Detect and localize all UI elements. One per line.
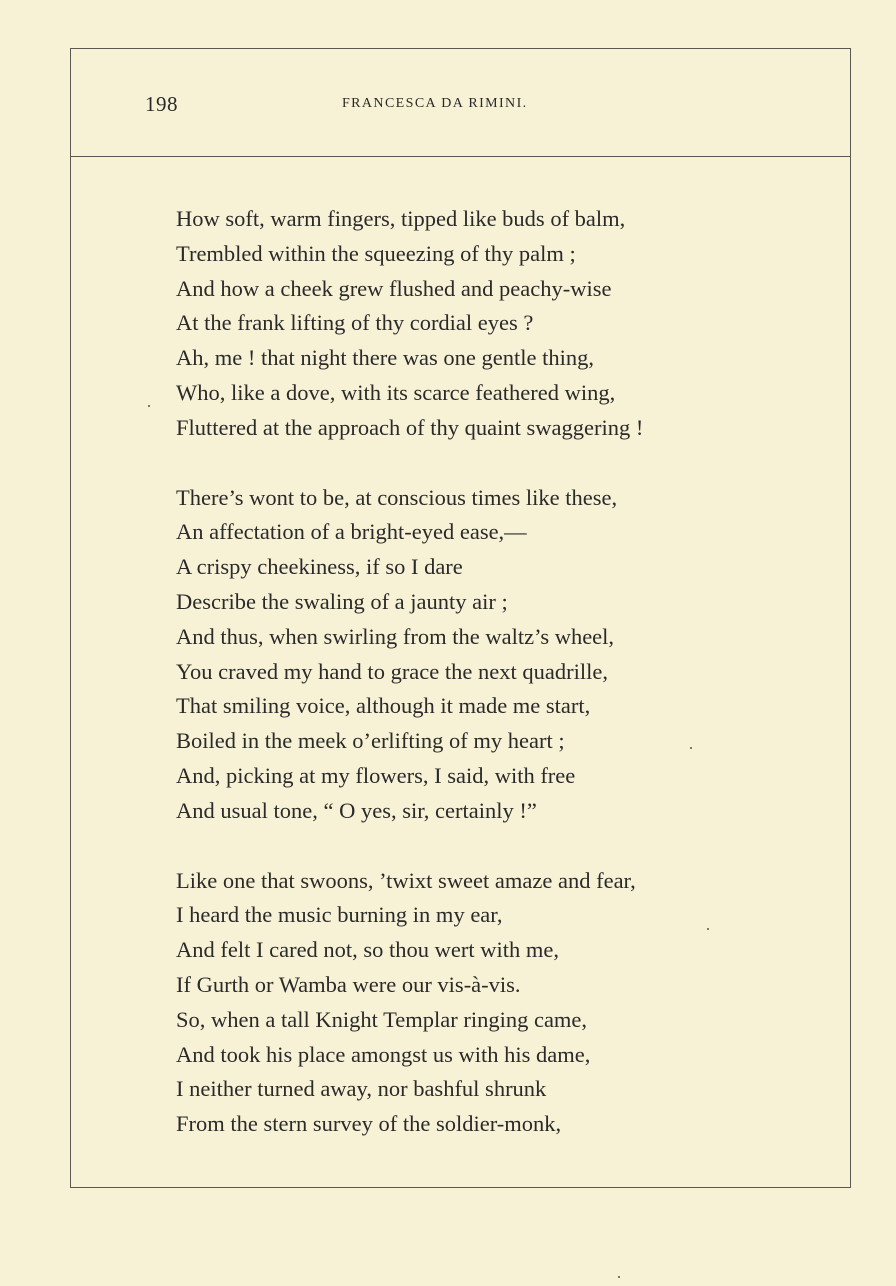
stanza-2 [176, 481, 816, 829]
poem-line: Like one that swoons, ’twixt sweet amaze and fear, [176, 867, 636, 893]
poem-line: Fluttered at the approach of thy quaint swaggering ! [176, 414, 644, 440]
poem-line: That smiling voice, although it made me start, [176, 693, 591, 719]
poem-line: You craved my hand to grace the next quadrille, [176, 658, 608, 684]
poem-line: Boiled in the meek o’erlifting of my heart ; [176, 728, 565, 754]
stanza-3 [176, 864, 816, 1142]
poem-line: An affectation of a bright-eyed ease,— [176, 519, 527, 545]
stanza-1 [176, 202, 816, 446]
poem-line: Trembled within the squeezing of thy palm ; [176, 240, 576, 266]
header-rule [70, 156, 851, 157]
poem-body [176, 202, 816, 1177]
running-title: FRANCESCA DA RIMINI. [342, 96, 528, 111]
print-speck [148, 405, 150, 407]
poem-line: And, picking at my flowers, I said, with free [176, 762, 576, 788]
print-speck [618, 1276, 620, 1278]
print-speck [707, 928, 709, 930]
poem-line: And how a cheek grew flushed and peachy-wise [176, 275, 612, 301]
poem-line: And took his place amongst us with his dame, [176, 1041, 591, 1067]
poem-line: At the frank lifting of thy cordial eyes ? [176, 310, 534, 336]
poem-line: I neither turned away, nor bashful shrunk [176, 1076, 547, 1102]
poem-line: How soft, warm fingers, tipped like buds of balm, [176, 206, 626, 231]
poem-line: And thus, when swirling from the waltz’s wheel, [176, 623, 615, 649]
poem-line: There’s wont to be, at conscious times like these, [176, 484, 618, 510]
poem-line: Who, like a dove, with its scarce feathered wing, [176, 379, 616, 405]
poem-line: And felt I cared not, so thou wert with me, [176, 937, 560, 963]
poem-line: So, when a tall Knight Templar ringing came, [176, 1006, 588, 1032]
poem-line: Describe the swaling of a jaunty air ; [176, 588, 508, 614]
poem-line: From the stern survey of the soldier-monk, [176, 1111, 562, 1137]
poem-line: Ah, me ! that night there was one gentle thing, [176, 345, 595, 371]
poem-line: I heard the music burning in my ear, [176, 902, 503, 928]
poem-line: And usual tone, “ O yes, sir, certainly !” [176, 797, 537, 823]
poem-line: If Gurth or Wamba were our vis-à-vis. [176, 971, 521, 997]
poem-line: A crispy cheekiness, if so I dare [176, 554, 463, 580]
print-speck [690, 747, 692, 749]
page-number: 198 [145, 92, 178, 116]
